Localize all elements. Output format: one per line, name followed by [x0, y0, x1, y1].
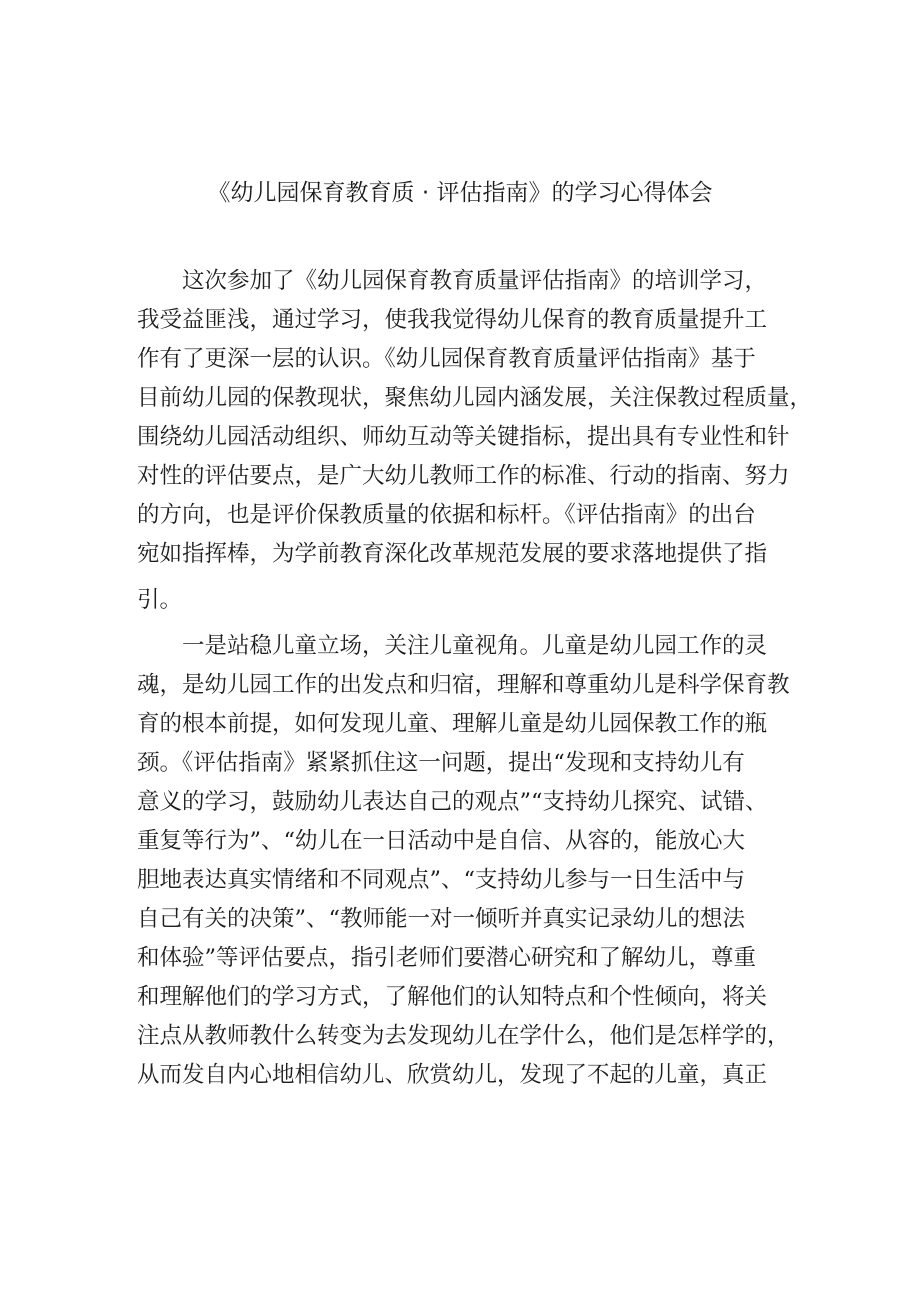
text-line: 意义的学习，鼓励幼儿表达自己的观点”“支持幼儿探究、试错、: [137, 789, 768, 815]
text-line: 颈。《评估指南》紧紧抓住这一问题，提出“发现和支持幼儿有: [137, 750, 745, 776]
text-line: 魂，是幼儿园工作的出发点和归宿，理解和尊重幼儿是科学保育教: [137, 672, 790, 698]
text-line: 的方向，也是评价保教质量的依据和标杆。《评估指南》的出台: [137, 502, 756, 528]
text-line: 宛如指挥棒，为学前教育深化改革规范发展的要求落地提供了指: [137, 541, 768, 567]
paragraph-2: [137, 627, 817, 1095]
text-line: 引。: [137, 587, 183, 613]
text-line: 一是站稳儿童立场，关注儿童视角。儿童是幼儿园工作的灵: [182, 633, 768, 659]
text-line: 自己有关的决策”、“教师能一对一倾听并真实记录幼儿的想法: [137, 906, 746, 932]
text-line: 目前幼儿园的保教现状，聚焦幼儿园内涵发展，关注保教过程质量，: [137, 385, 813, 411]
paragraph-1: [137, 262, 817, 627]
text-line: 重复等行为”、“幼儿在一日活动中是自信、从容的，能放心大: [137, 828, 746, 854]
text-line: 围绕幼儿园活动组织、师幼互动等关键指标，提出具有专业性和针: [137, 424, 790, 450]
text-line: 这次参加了《幼儿园保育教育质量评估指南》的培训学习，: [182, 268, 768, 294]
document-body: [137, 262, 817, 1095]
text-line: 我受益匪浅，通过学习，使我我觉得幼儿保育的教育质量提升工: [137, 307, 768, 333]
text-line: 注点从教师教什么转变为去发现幼儿在学什么，他们是怎样学的，: [137, 1023, 790, 1049]
document-title: 《幼儿园保育教育质 · 评估指南》的学习心得体会: [207, 180, 713, 206]
text-line: 对性的评估要点，是广大幼儿教师工作的标准、行动的指南、努力: [137, 463, 790, 489]
text-line: 和理解他们的学习方式，了解他们的认知特点和个性倾向，将关: [137, 984, 768, 1010]
text-line: 和体验”等评估要点，指引老师们要潜心研究和了解幼儿，尊重: [137, 945, 757, 971]
text-line: 从而发自内心地相信幼儿、欣赏幼儿，发现了不起的儿童，真正: [137, 1062, 768, 1088]
text-line: 胆地表达真实情绪和不同观点”、“支持幼儿参与一日生活中与: [137, 867, 746, 893]
text-line: 育的根本前提，如何发现儿童、理解儿童是幼儿园保教工作的瓶: [137, 711, 768, 737]
text-line: 作有了更深一层的认识。《幼儿园保育教育质量评估指南》基于: [137, 346, 756, 372]
